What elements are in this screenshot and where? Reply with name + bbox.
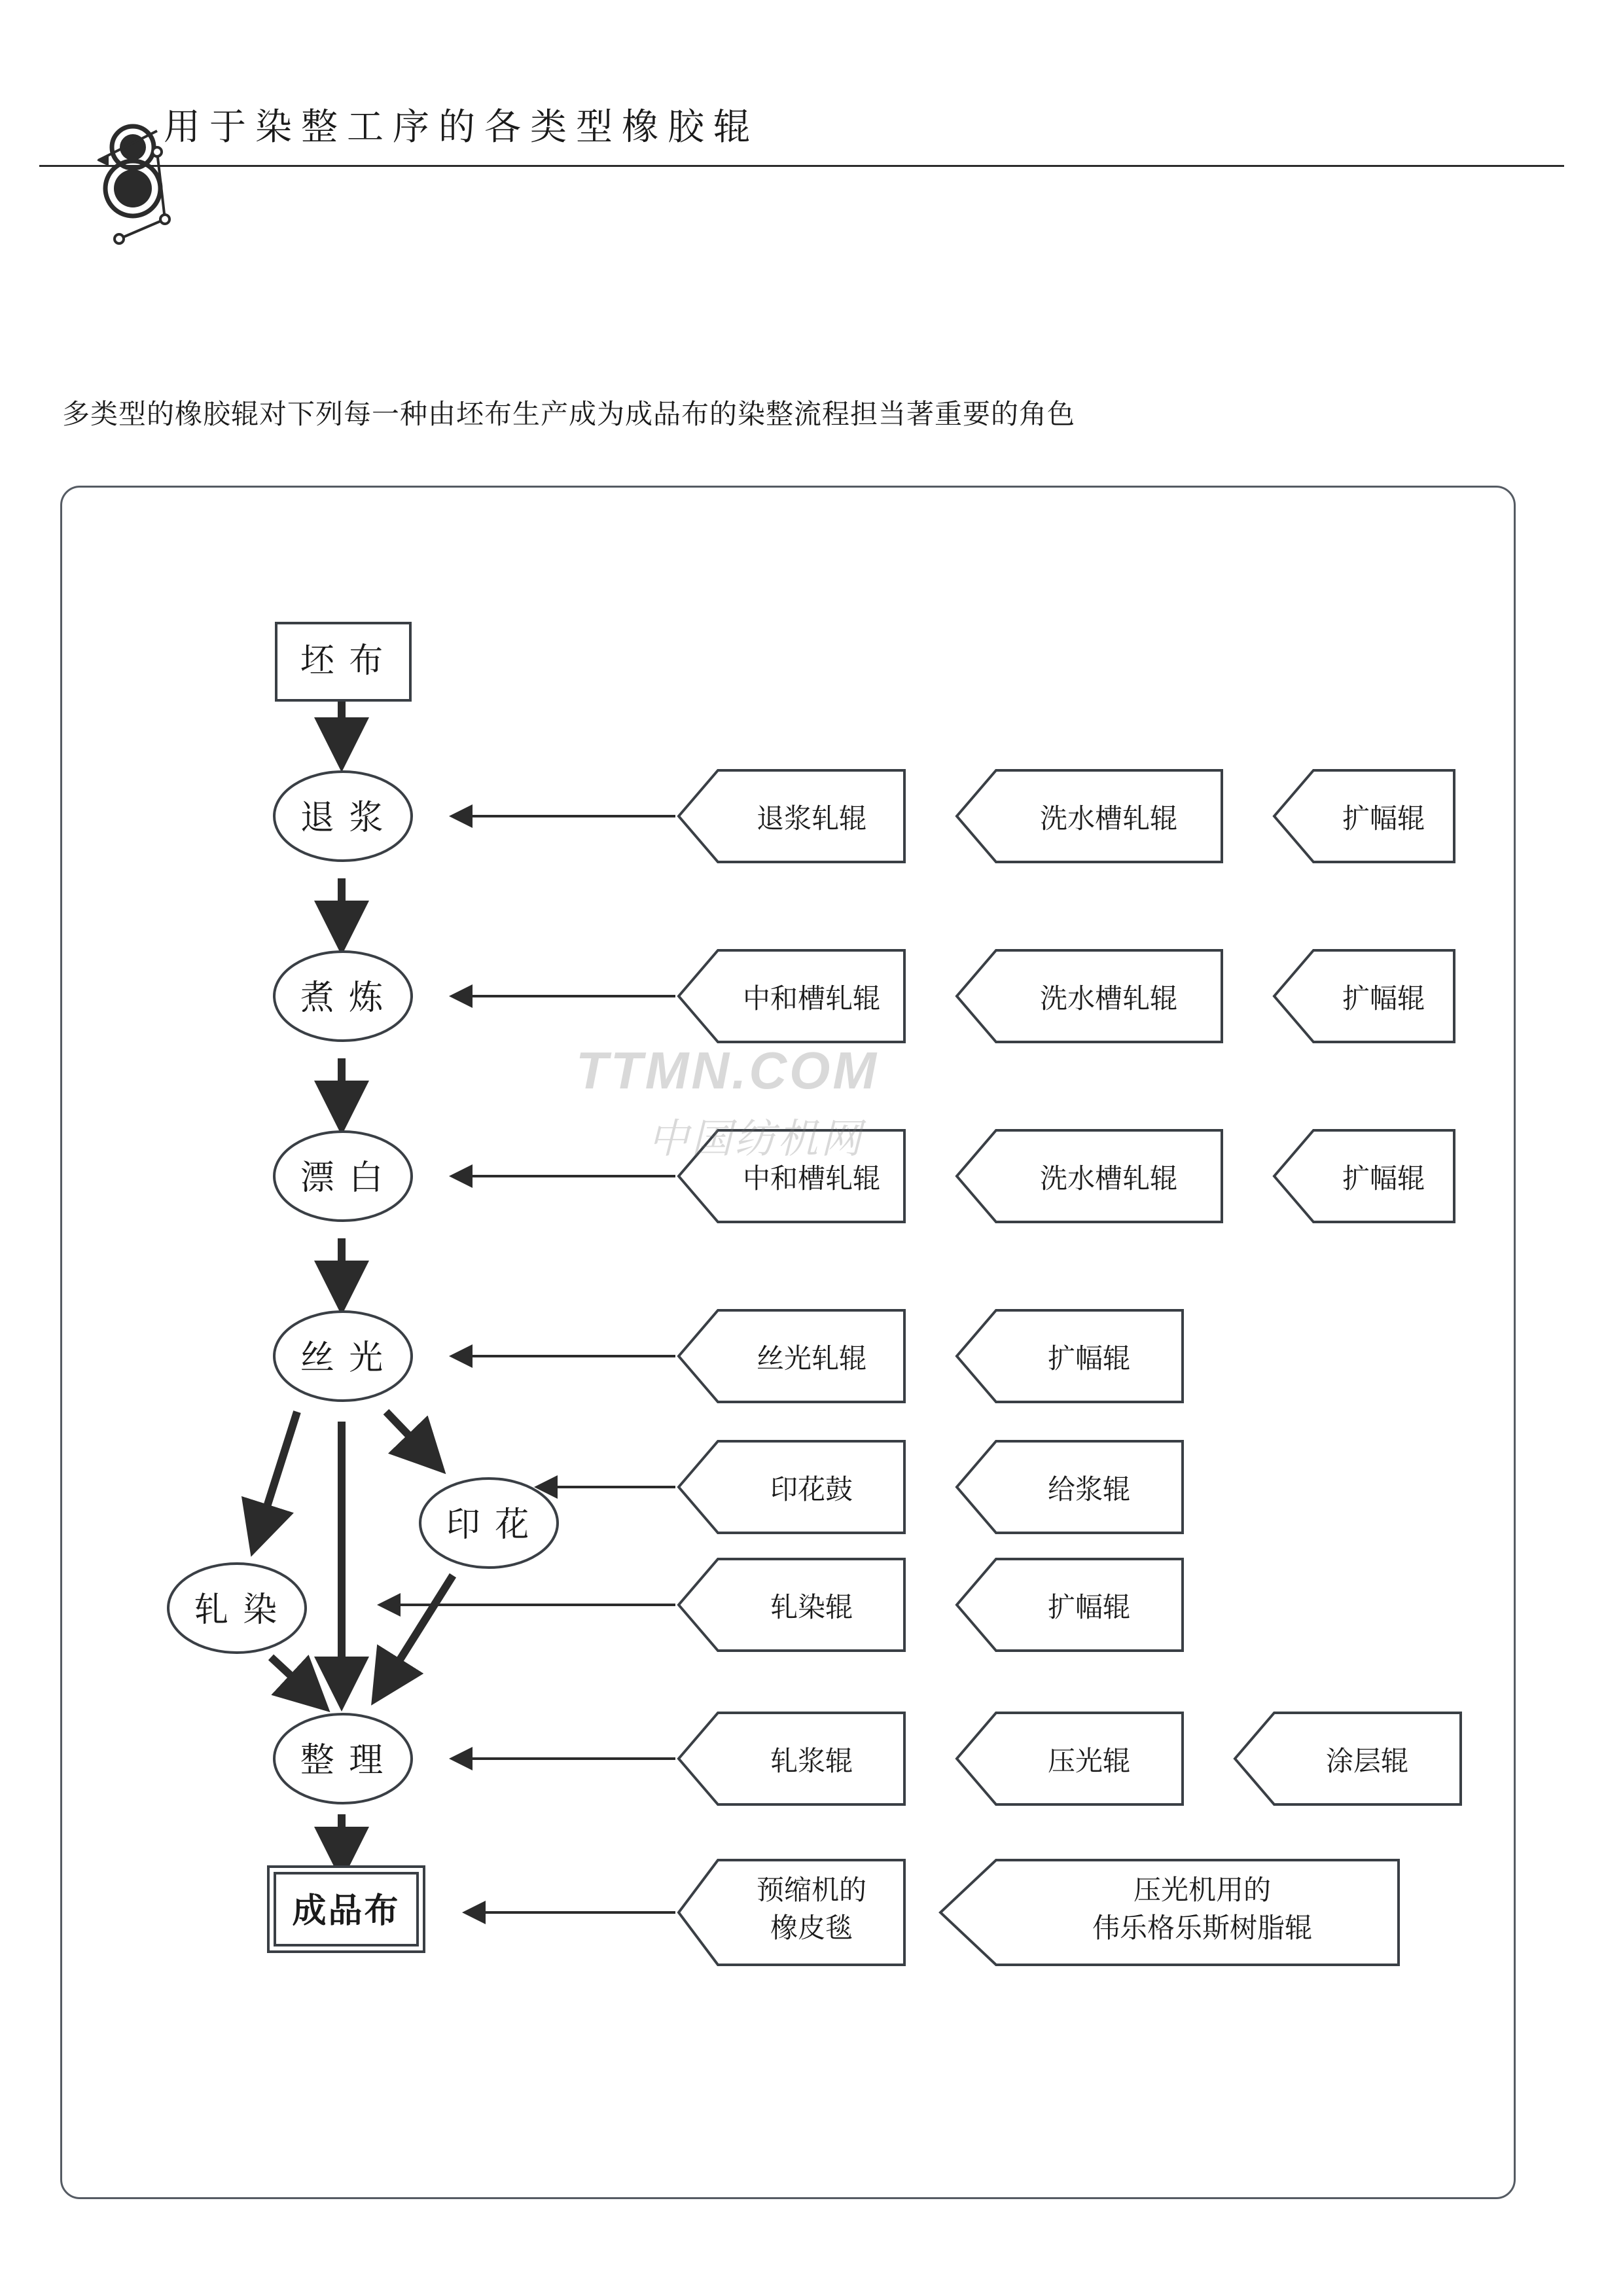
roller-paddye-1[interactable] <box>957 1559 1183 1651</box>
roller-bleach-0-label: 中和槽轧辊 <box>742 1163 881 1194</box>
roller-finish-1[interactable] <box>957 1713 1183 1804</box>
roller-mercerize-1-label: 扩幅辊 <box>1047 1343 1131 1374</box>
flow-connectors <box>257 702 453 1863</box>
roller-bleach-1[interactable] <box>957 1130 1222 1222</box>
node-finish[interactable] <box>274 1714 412 1803</box>
roller-scour-2-label: 扩幅辊 <box>1342 983 1425 1014</box>
roller-bleach-2[interactable] <box>1274 1130 1454 1222</box>
roller-product-1-label-2: 伟乐格乐斯树脂辊 <box>1092 1912 1313 1943</box>
intro-text: 多类型的橡胶辊对下列每一种由坯布生产成为成品布的染整流程担当著重要的角色 <box>62 399 1076 429</box>
node-product-label: 成品布 <box>292 1892 401 1930</box>
node-print-label: 印 花 <box>446 1506 532 1544</box>
node-desize-label: 退 浆 <box>300 799 386 837</box>
node-finish-label: 整 理 <box>300 1742 386 1780</box>
roller-paddye-0-label: 轧染辊 <box>770 1592 853 1623</box>
roller-desize-1[interactable] <box>957 770 1222 862</box>
node-product[interactable] <box>268 1867 424 1952</box>
roller-finish-2-label: 涂层辊 <box>1325 1746 1409 1776</box>
node-greige-label: 坯 布 <box>300 642 386 680</box>
roller-product-1-label: 压光机用的 <box>1133 1874 1272 1905</box>
watermark-line2: 中国纺机网 <box>648 1117 865 1162</box>
roller-scour-1[interactable] <box>957 950 1222 1042</box>
node-scour[interactable] <box>274 952 412 1041</box>
roller-callout-arrows <box>381 816 675 1912</box>
roller-desize-0-label: 退浆轧辊 <box>756 803 867 834</box>
roller-bleach-0[interactable] <box>679 1130 904 1222</box>
roller-finish-2[interactable] <box>1235 1713 1461 1804</box>
roller-product-0-label: 预缩机的 <box>756 1874 867 1905</box>
roller-product-0[interactable] <box>679 1860 904 1965</box>
node-mercerize-label: 丝 光 <box>300 1339 386 1377</box>
roller-desize-0[interactable] <box>679 770 904 862</box>
roller-finish-1-label: 压光辊 <box>1047 1746 1131 1776</box>
watermark-line1: TTMN.COM <box>576 1041 880 1100</box>
node-paddye[interactable] <box>168 1564 306 1653</box>
node-paddye-label: 轧 染 <box>194 1591 280 1629</box>
roller-desize-2-label: 扩幅辊 <box>1342 803 1425 834</box>
roller-scour-2[interactable] <box>1274 950 1454 1042</box>
roller-scour-1-label: 洗水槽轧辊 <box>1039 983 1178 1014</box>
roller-mercerize-0-label: 丝光轧辊 <box>756 1343 867 1374</box>
roller-bleach-1-label: 洗水槽轧辊 <box>1039 1163 1178 1194</box>
roller-paddye-0[interactable] <box>679 1559 904 1651</box>
roller-finish-0-label: 轧浆辊 <box>770 1746 853 1776</box>
node-greige[interactable] <box>276 623 410 700</box>
roller-mercerize-0[interactable] <box>679 1310 904 1402</box>
roller-print-0[interactable] <box>679 1441 904 1533</box>
node-mercerize[interactable] <box>274 1312 412 1401</box>
roller-scour-0[interactable] <box>679 950 904 1042</box>
roller-desize-1-label: 洗水槽轧辊 <box>1039 803 1178 834</box>
roller-scour-0-label: 中和槽轧辊 <box>742 983 881 1014</box>
node-desize[interactable] <box>274 772 412 861</box>
roller-desize-2[interactable] <box>1274 770 1454 862</box>
header-divider <box>39 165 1564 167</box>
roller-print-1[interactable] <box>957 1441 1183 1533</box>
node-bleach-label: 漂 白 <box>300 1159 386 1197</box>
roller-bleach-2-label: 扩幅辊 <box>1342 1163 1425 1194</box>
roller-paddye-1-label: 扩幅辊 <box>1047 1592 1131 1623</box>
roller-product-0-label-2: 橡皮毯 <box>770 1912 853 1943</box>
process-flow-diagram <box>60 486 1512 2195</box>
node-bleach[interactable] <box>274 1132 412 1221</box>
node-scour-label: 煮 炼 <box>300 979 386 1017</box>
page-title: 用于染整工序的各类型橡胶辊 <box>164 106 759 147</box>
node-print[interactable] <box>420 1479 558 1568</box>
roller-product-1[interactable] <box>940 1860 1399 1965</box>
roller-print-1-label: 给浆辊 <box>1047 1474 1131 1505</box>
roller-print-0-label: 印花鼓 <box>770 1474 853 1505</box>
roller-finish-0[interactable] <box>679 1713 904 1804</box>
roller-mercerize-1[interactable] <box>957 1310 1183 1402</box>
